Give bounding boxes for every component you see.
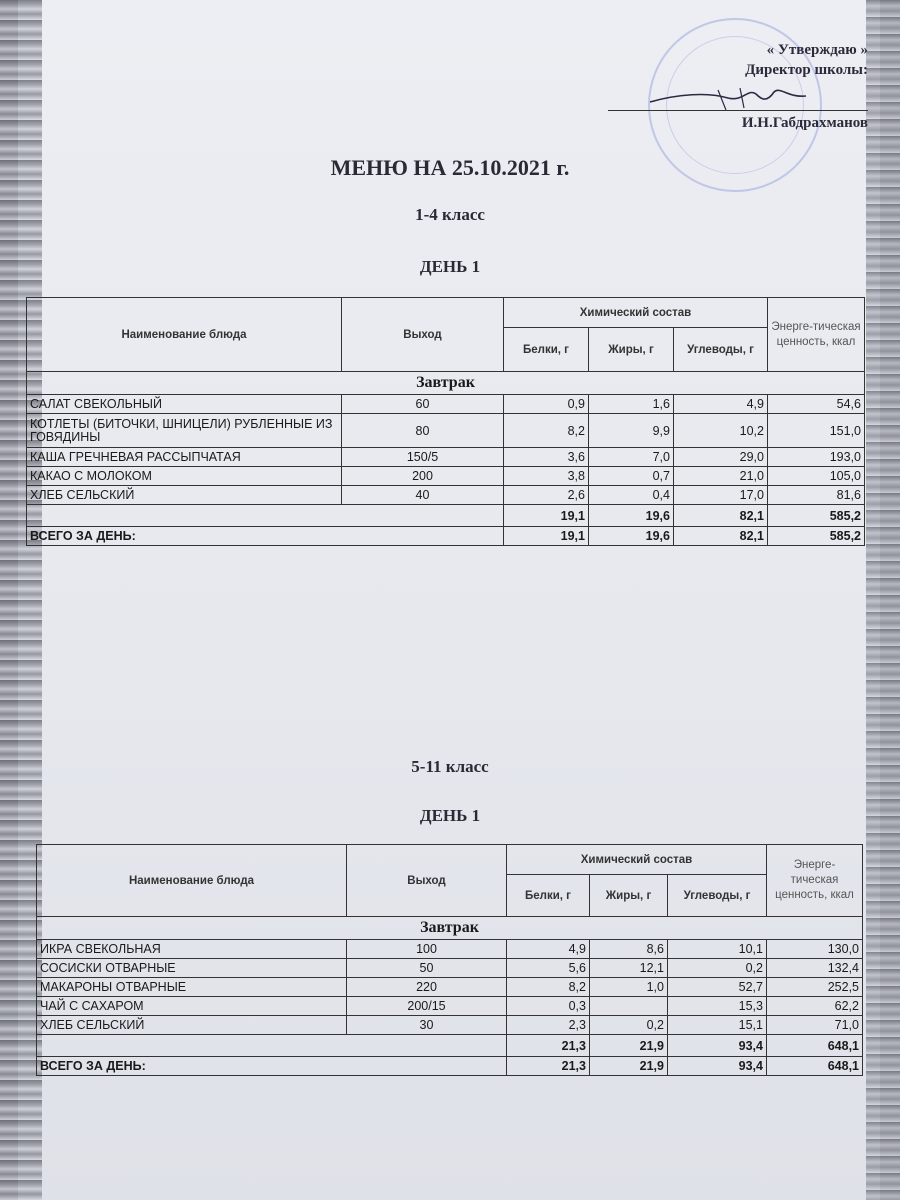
dish-fats: 8,6 [590, 940, 668, 959]
day-title: ДЕНЬ 1 [419, 806, 481, 825]
dish-carbs: 17,0 [674, 486, 768, 505]
dish-name: ХЛЕБ СЕЛЬСКИЙ [27, 486, 342, 505]
dish-fats: 0,2 [590, 1016, 668, 1035]
dish-carbs: 15,3 [668, 997, 767, 1016]
total-proteins: 19,1 [504, 527, 589, 546]
total-proteins: 21,3 [507, 1057, 590, 1076]
dish-proteins: 3,8 [504, 467, 589, 486]
header-fats: Жиры, г [590, 875, 668, 917]
dish-name: ИКРА СВЕКОЛЬНАЯ [37, 940, 347, 959]
header-carbs: Углеводы, г [674, 328, 768, 372]
dish-output: 200/15 [347, 997, 507, 1016]
dish-output: 30 [347, 1016, 507, 1035]
header-chem: Химический состав [507, 845, 767, 875]
menu-table-5-11 [36, 844, 863, 1076]
section-breakfast: Завтрак [27, 372, 865, 395]
subtotal-fats: 21,9 [590, 1035, 668, 1057]
total-energy: 585,2 [768, 527, 865, 546]
dish-name: ЧАЙ С САХАРОМ [37, 997, 347, 1016]
director-name: И.Н.Габдрахманов [741, 115, 868, 131]
subtotal-row [27, 505, 865, 527]
dish-name: СОСИСКИ ОТВАРНЫЕ [37, 959, 347, 978]
header-fats: Жиры, г [589, 328, 674, 372]
dish-name: САЛАТ СВЕКОЛЬНЫЙ [27, 395, 342, 414]
subtotal-proteins: 19,1 [504, 505, 589, 527]
dish-fats [590, 997, 668, 1016]
subtotal-carbs: 82,1 [674, 505, 768, 527]
table-row [37, 978, 863, 997]
table-row [27, 395, 865, 414]
dish-energy: 105,0 [768, 467, 865, 486]
dish-carbs: 10,1 [668, 940, 767, 959]
dish-output: 80 [342, 414, 504, 448]
dish-output: 150/5 [342, 448, 504, 467]
day-total-row [37, 1057, 863, 1076]
subtotal-proteins: 21,3 [507, 1035, 590, 1057]
subtotal-row [37, 1035, 863, 1057]
dish-proteins: 2,6 [504, 486, 589, 505]
dish-fats: 12,1 [590, 959, 668, 978]
header-carbs: Углеводы, г [668, 875, 767, 917]
table-row [37, 1016, 863, 1035]
dish-proteins: 8,2 [507, 978, 590, 997]
dish-proteins: 0,3 [507, 997, 590, 1016]
table-row [37, 997, 863, 1016]
dish-output: 100 [347, 940, 507, 959]
dish-carbs: 52,7 [668, 978, 767, 997]
dish-proteins: 5,6 [507, 959, 590, 978]
dish-fats: 9,9 [589, 414, 674, 448]
total-fats: 19,6 [589, 527, 674, 546]
subtotal-energy: 648,1 [767, 1035, 863, 1057]
header-energy: Энерге-тическая ценность, ккал [768, 298, 865, 372]
dish-fats: 0,7 [589, 467, 674, 486]
dish-carbs: 29,0 [674, 448, 768, 467]
subtotal-carbs: 93,4 [668, 1035, 767, 1057]
table-row [27, 467, 865, 486]
dish-energy: 252,5 [767, 978, 863, 997]
approve-label: « Утверждаю » [766, 42, 868, 58]
dish-output: 200 [342, 467, 504, 486]
dish-fats: 7,0 [589, 448, 674, 467]
subtotal-fats: 19,6 [589, 505, 674, 527]
dish-energy: 81,6 [768, 486, 865, 505]
table-row [27, 486, 865, 505]
table-row [27, 414, 865, 448]
dish-proteins: 4,9 [507, 940, 590, 959]
dish-carbs: 0,2 [668, 959, 767, 978]
dish-carbs: 4,9 [674, 395, 768, 414]
dish-proteins: 2,3 [507, 1016, 590, 1035]
dish-name: МАКАРОНЫ ОТВАРНЫЕ [37, 978, 347, 997]
subtotal-label [27, 505, 504, 527]
dish-proteins: 0,9 [504, 395, 589, 414]
dish-name: КОТЛЕТЫ (БИТОЧКИ, ШНИЦЕЛИ) РУБЛЕННЫЕ ИЗ ГОВЯДИНЫ [27, 414, 342, 448]
dish-energy: 193,0 [768, 448, 865, 467]
table-row [37, 940, 863, 959]
total-carbs: 93,4 [668, 1057, 767, 1076]
header-proteins: Белки, г [507, 875, 590, 917]
approve-position: Директор школы: [745, 62, 868, 78]
dish-proteins: 8,2 [504, 414, 589, 448]
grade-title: 1-4 класс [415, 205, 485, 224]
header-dish: Наименование блюда [27, 298, 342, 372]
dish-fats: 1,0 [590, 978, 668, 997]
dish-fats: 1,6 [589, 395, 674, 414]
approval-block [608, 40, 868, 133]
total-fats: 21,9 [590, 1057, 668, 1076]
subtotal-label [37, 1035, 507, 1057]
dish-energy: 130,0 [767, 940, 863, 959]
menu-title: МЕНЮ НА 25.10.2021 г. [330, 155, 570, 180]
day-total-row [27, 527, 865, 546]
header-output: Выход [342, 298, 504, 372]
dish-energy: 71,0 [767, 1016, 863, 1035]
dish-energy: 151,0 [768, 414, 865, 448]
table-row [37, 959, 863, 978]
dish-output: 60 [342, 395, 504, 414]
day-title: ДЕНЬ 1 [419, 257, 481, 276]
signature-line [608, 82, 868, 111]
dish-carbs: 10,2 [674, 414, 768, 448]
total-energy: 648,1 [767, 1057, 863, 1076]
dish-output: 50 [347, 959, 507, 978]
dish-name: КАША ГРЕЧНЕВАЯ РАССЫПЧАТАЯ [27, 448, 342, 467]
header-chem: Химический состав [504, 298, 768, 328]
total-carbs: 82,1 [674, 527, 768, 546]
menu-table-1-4 [26, 297, 865, 546]
dish-fats: 0,4 [589, 486, 674, 505]
dish-output: 220 [347, 978, 507, 997]
grade-title: 5-11 класс [411, 757, 489, 776]
dish-name: ХЛЕБ СЕЛЬСКИЙ [37, 1016, 347, 1035]
header-energy: Энерге-тическая ценность, ккал [767, 845, 863, 917]
table-row [27, 448, 865, 467]
dish-energy: 54,6 [768, 395, 865, 414]
day-total-label: ВСЕГО ЗА ДЕНЬ: [37, 1057, 507, 1076]
subtotal-energy: 585,2 [768, 505, 865, 527]
signature-mark [648, 84, 808, 114]
day-total-label: ВСЕГО ЗА ДЕНЬ: [27, 527, 504, 546]
dish-carbs: 21,0 [674, 467, 768, 486]
section-breakfast: Завтрак [37, 917, 863, 940]
dish-name: КАКАО С МОЛОКОМ [27, 467, 342, 486]
dish-proteins: 3,6 [504, 448, 589, 467]
dish-energy: 62,2 [767, 997, 863, 1016]
header-output: Выход [347, 845, 507, 917]
dish-carbs: 15,1 [668, 1016, 767, 1035]
dish-output: 40 [342, 486, 504, 505]
header-dish: Наименование блюда [37, 845, 347, 917]
header-proteins: Белки, г [504, 328, 589, 372]
dish-energy: 132,4 [767, 959, 863, 978]
